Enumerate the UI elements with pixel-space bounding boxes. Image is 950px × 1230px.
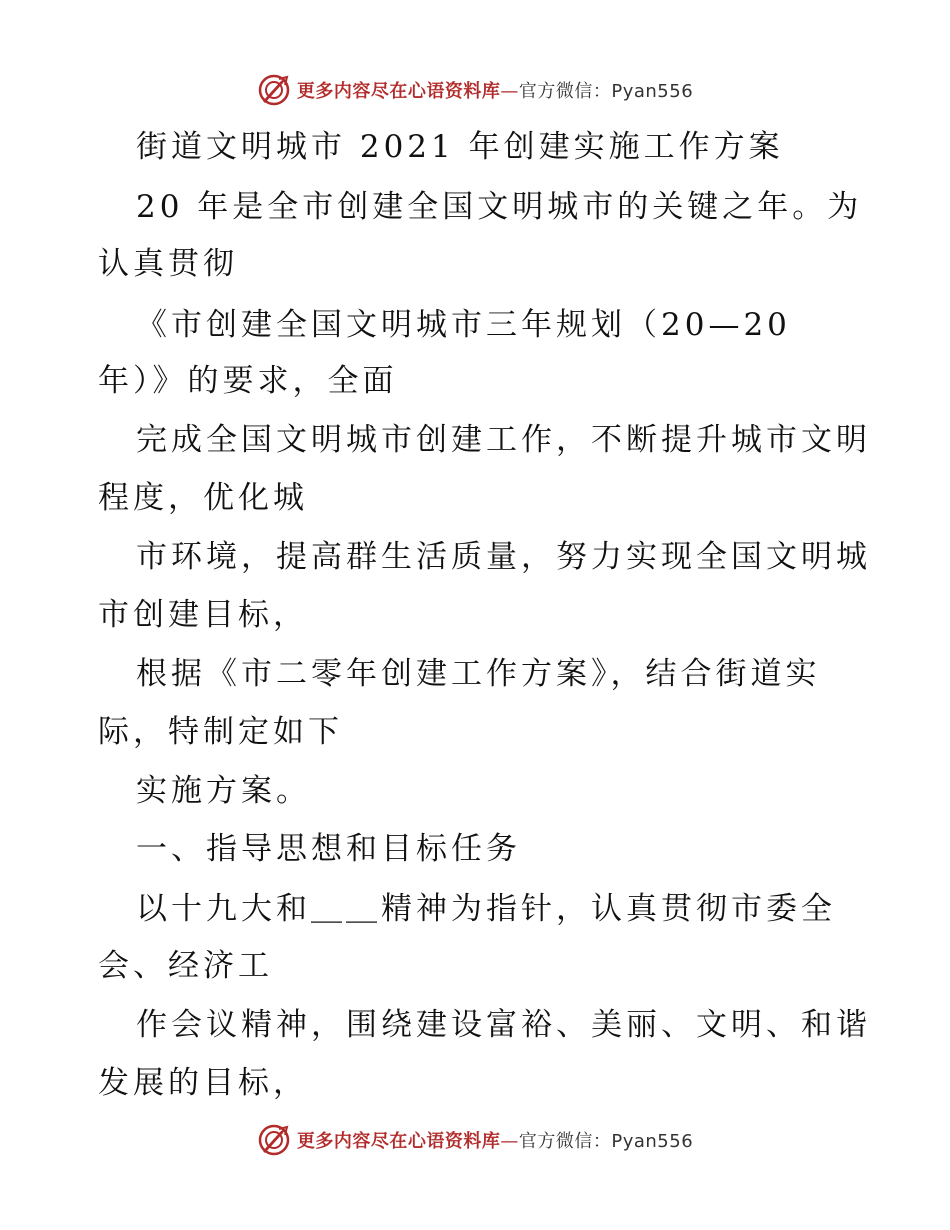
paragraph-line: 发展的目标， — [98, 1065, 308, 1101]
paragraph-line: 程度，优化城 — [98, 480, 308, 516]
banner-text — [297, 77, 693, 103]
wechat-id: Pyan556 — [611, 81, 694, 102]
quill-pen-logo-icon — [257, 73, 291, 107]
brand-text: 更多内容尽在心语资料库 — [296, 81, 501, 102]
paragraph-line: 完成全国文明城市创建工作，不断提升城市文明 — [136, 422, 871, 458]
header-banner — [0, 70, 950, 110]
banner-text — [297, 1127, 693, 1153]
paragraph-line: 认真贯彻 — [98, 246, 238, 282]
paragraph-line: 年）》的要求，全面 — [98, 363, 398, 399]
brand-text: 更多内容尽在心语资料库 — [296, 1131, 501, 1152]
paragraph-line: 市环境，提高群生活质量，努力实现全国文明城 — [136, 539, 871, 575]
paragraph-line: 会、经济工 — [98, 948, 273, 984]
quill-pen-logo-icon — [257, 1123, 291, 1157]
wechat-label: 官方微信： — [518, 81, 612, 102]
footer-banner — [0, 1120, 950, 1160]
paragraph-line: 根据《市二零年创建工作方案》，结合街道实 — [136, 656, 821, 692]
section-heading: 一、指导思想和目标任务 — [136, 831, 521, 867]
paragraph-line: 《市创建全国文明城市三年规划（20—20 — [136, 307, 791, 343]
paragraph-line: 际，特制定如下 — [98, 714, 343, 750]
paragraph-line: 作会议精神，围绕建设富裕、美丽、文明、和谐 — [136, 1007, 871, 1043]
wechat-id: Pyan556 — [611, 1131, 694, 1152]
paragraph-line: 以十九大和＿＿精神为指针，认真贯彻市委全 — [136, 891, 836, 927]
document-title: 街道文明城市 2021 年创建实施工作方案 — [136, 129, 784, 165]
banner-separator: — — [500, 81, 519, 102]
paragraph-line: 市创建目标， — [98, 597, 308, 633]
paragraph-line: 实施方案。 — [136, 773, 311, 809]
banner-separator: — — [500, 1131, 519, 1152]
wechat-label: 官方微信： — [518, 1131, 612, 1152]
paragraph-line: 20 年是全市创建全国文明城市的关键之年。为 — [136, 189, 863, 225]
